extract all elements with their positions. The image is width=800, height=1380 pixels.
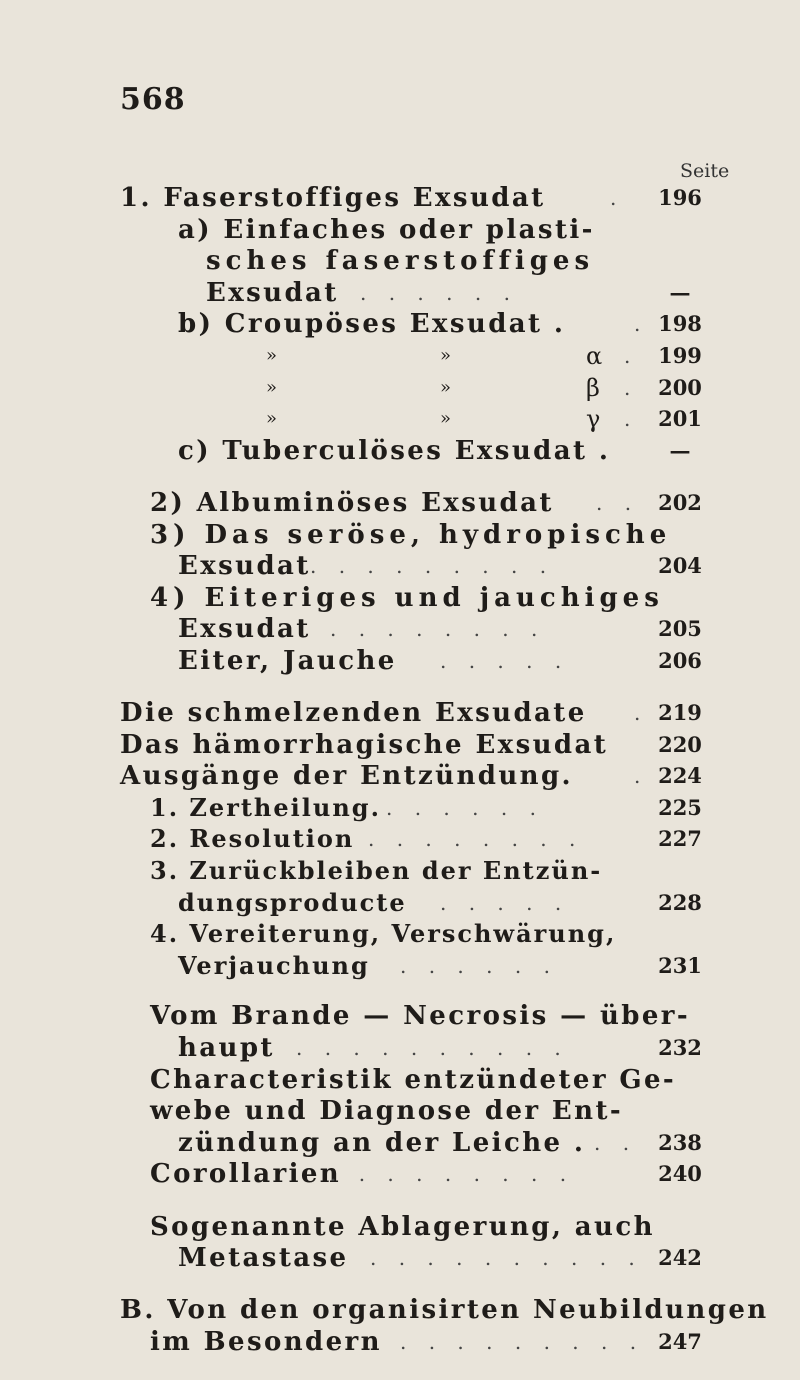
greek-letter: γ: [586, 405, 603, 434]
leader-dots: . . . . . . . .: [368, 827, 584, 852]
leader-dots: . . . . . . . . .: [310, 554, 555, 579]
entry-text: 3. Zurückbleiben der Entzün-: [150, 856, 603, 886]
page-ref: 198: [658, 311, 702, 337]
entry-text: Eiter, Jauche: [178, 645, 397, 676]
toc-entry: [0, 641, 800, 681]
entry-text: B. Von den organisirten Neubildungen: [120, 1295, 769, 1326]
page-ref: 196: [658, 185, 702, 210]
entry-text: 1. Zertheilung.: [150, 792, 381, 822]
page-ref: 205: [658, 616, 702, 642]
ditto-mark: »: [266, 408, 280, 430]
entry-text: webe und Diagnose der Ent-: [150, 1096, 624, 1127]
ditto-mark: »: [440, 345, 454, 366]
seite-label: Seite: [680, 160, 730, 182]
leader-dots: .: [634, 764, 649, 789]
leader-dots: . . . . . . . . .: [330, 1162, 575, 1187]
page-ref: —: [669, 279, 691, 305]
ditto-mark: »: [266, 345, 280, 366]
page-ref: 224: [658, 763, 702, 789]
page-ref: 219: [658, 700, 702, 726]
leader-dots: .: [624, 344, 639, 368]
entry-text: Vom Brande — Necrosis — über-: [150, 1001, 691, 1032]
ditto-mark: »: [440, 408, 454, 430]
entry-text: 2) Albuminöses Exsudat: [150, 487, 554, 518]
page-ref: 227: [658, 826, 702, 852]
entry-text: Verjauchung: [178, 950, 370, 980]
entry-text: Die schmelzenden Exsudate: [120, 698, 587, 729]
entry-text: b) Croupöses Exsudat .: [178, 309, 566, 340]
ditto-mark: »: [266, 376, 280, 398]
leader-dots: . .: [596, 490, 640, 515]
page-ref: 238: [658, 1129, 702, 1155]
entry-text: 1. Faserstoffiges Exsudat: [120, 183, 546, 213]
page-ref: 228: [658, 889, 702, 915]
page-ref: 242: [658, 1245, 702, 1271]
ditto-mark: »: [440, 376, 454, 398]
page-ref: 231: [658, 952, 702, 978]
entry-text: sches faserstoffiges: [206, 246, 595, 277]
toc-entry: [0, 431, 800, 471]
page-ref: 247: [658, 1328, 702, 1354]
entry-text: 4) Eiteriges und jauchiges: [150, 582, 664, 613]
page-ref: 225: [658, 794, 702, 820]
leader-dots: .: [624, 407, 639, 432]
leader-dots: . . . . . . . . .: [400, 1329, 645, 1354]
entry-text: Ausgänge der Entzündung.: [120, 761, 574, 792]
entry-text: Das hämorrhagische Exsudat: [120, 729, 609, 760]
page-number: 568: [120, 82, 186, 117]
leader-dots: . . . . .: [440, 890, 570, 915]
toc-entry: [0, 1154, 800, 1194]
page-ref: 204: [658, 553, 702, 579]
leader-dots: .: [634, 312, 649, 337]
page-ref: —: [669, 437, 691, 463]
entry-text: 2. Resolution: [150, 824, 355, 854]
leader-dots: . . . . . . . .: [330, 617, 546, 642]
entry-text: haupt: [178, 1033, 275, 1064]
leader-dots: .: [634, 701, 649, 726]
leader-dots: .: [610, 186, 625, 210]
entry-text: im Besondern: [150, 1326, 382, 1357]
page-ref: 206: [658, 647, 702, 673]
entry-text: 4. Vereiterung, Verschwärung,: [150, 919, 617, 949]
page-ref: 220: [658, 731, 702, 757]
entry-text: Sogenannte Ablagerung, auch: [150, 1211, 655, 1242]
entry-text: Exsudat: [178, 551, 311, 582]
entry-text: a) Einfaches oder plasti-: [178, 214, 595, 245]
entry-text: c) Tuberculöses Exsudat .: [178, 435, 611, 466]
entry-text: Corollarien: [150, 1159, 342, 1190]
entry-text: Metastase: [178, 1243, 349, 1274]
leader-dots: . .: [594, 1130, 638, 1155]
page-ref: 202: [658, 489, 702, 515]
toc-entry: [0, 946, 800, 986]
page-ref: 200: [658, 374, 702, 400]
page-ref: 201: [658, 406, 702, 432]
page-ref: 240: [658, 1161, 702, 1187]
leader-dots: .: [624, 375, 639, 400]
greek-letter: β: [586, 373, 603, 402]
greek-letter: α: [586, 342, 605, 370]
leader-dots: . . . . . .: [386, 795, 544, 820]
leader-dots: . . . . . . . . . .: [370, 1246, 643, 1271]
entry-text: Exsudat: [178, 614, 311, 645]
leader-dots: . . . . . . . . . .: [296, 1036, 569, 1061]
page-ref: 232: [658, 1035, 702, 1061]
page-ref: 199: [658, 343, 702, 368]
entry-text: zündung an der Leiche .: [178, 1127, 586, 1158]
entry-text: Exsudat: [206, 277, 339, 308]
leader-dots: . . . . . .: [400, 953, 558, 978]
entry-text: dungsproducte: [178, 887, 407, 917]
entry-text: Characteristik entzündeter Ge-: [150, 1064, 677, 1095]
entry-text: 3) Das seröse, hydropische: [150, 519, 672, 550]
toc-entry: [0, 1238, 800, 1278]
toc-entry: [0, 1322, 800, 1362]
leader-dots: . . . . . .: [360, 280, 518, 305]
leader-dots: . . . . .: [440, 648, 570, 673]
